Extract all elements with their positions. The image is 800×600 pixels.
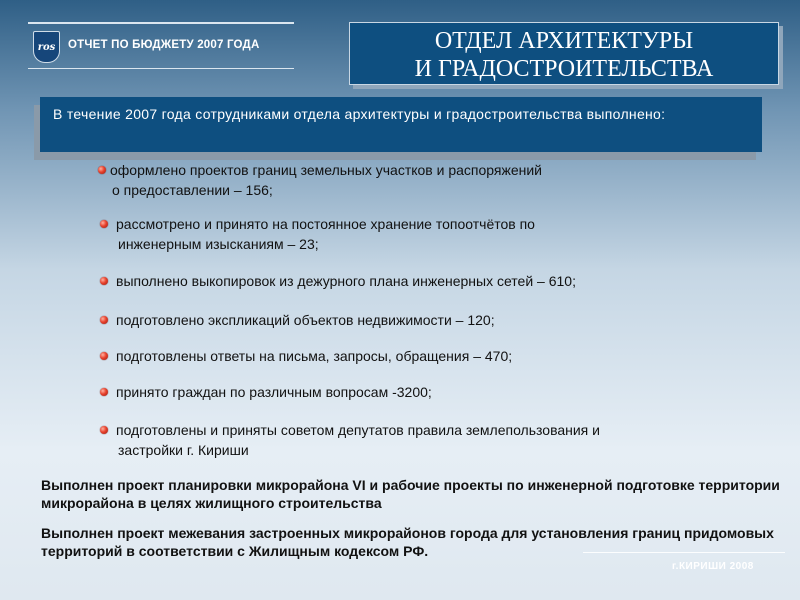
- list-item-line2: застройки г. Кириши: [118, 442, 249, 458]
- list-item: [98, 420, 748, 460]
- paragraph-land-survey: Выполнен проект межевания застроенных микрорайонов города для установления границ придомовых территорий в соответствии с Жилищным кодексом РФ.: [41, 525, 774, 559]
- department-title-box: [349, 22, 779, 85]
- list-item-line1: подготовлены ответы на письма, запросы, обращения – 470;: [116, 348, 513, 364]
- list-item: [98, 214, 748, 254]
- list-item-line2: о предоставлении – 156;: [112, 182, 273, 198]
- list-item: [98, 160, 748, 200]
- header-divider-top: [28, 22, 294, 24]
- list-item-line2: инженерным изысканиям – 23;: [118, 236, 319, 252]
- list-item-line1: подготовлено экспликаций объектов недвижимости – 120;: [116, 312, 495, 328]
- header-divider-bottom: [28, 68, 294, 69]
- bullet-icon: [100, 352, 108, 360]
- list-item-line1: оформлено проектов границ земельных участков и распоряжений: [110, 162, 543, 178]
- bullet-icon: [100, 426, 108, 434]
- list-item: [98, 271, 748, 291]
- list-item: [98, 346, 748, 366]
- city-emblem-logo: ros: [33, 31, 60, 63]
- list-item-line1: выполнено выкопировок из дежурного плана инженерных сетей – 610;: [116, 273, 576, 289]
- report-title: ОТЧЕТ ПО БЮДЖЕТУ 2007 ГОДА: [68, 39, 260, 51]
- list-item-line1: подготовлены и приняты советом депутатов правила землепользования и: [116, 422, 600, 438]
- intro-banner: В течение 2007 года сотрудниками отдела архитектуры и градостроительства выполнено:: [40, 97, 762, 152]
- list-item-line1: принято граждан по различным вопросам -3200;: [116, 384, 432, 400]
- paragraph-microdistrict-plan: Выполнен проект планировки микрорайона VI и рабочие проекты по инженерной подготовке территории микрорайона в целях жилищного строительства: [41, 477, 780, 511]
- bullet-icon: [100, 316, 108, 324]
- footer-divider: [583, 552, 785, 553]
- list-item-line1: рассмотрено и принято на постоянное хранение топоотчётов по: [116, 216, 535, 232]
- department-title-line1: ОТДЕЛ АРХИТЕКТУРЫ: [434, 28, 694, 54]
- bullet-icon: [100, 220, 108, 228]
- footer-city-year: г.КИРИШИ 2008: [672, 561, 754, 572]
- department-title-line2: И ГРАДОСТРОИТЕЛЬСТВА: [414, 56, 714, 82]
- bullet-icon: [98, 166, 106, 174]
- list-item: [98, 382, 748, 402]
- bullet-icon: [100, 277, 108, 285]
- bullet-icon: [100, 388, 108, 396]
- list-item: [98, 310, 748, 330]
